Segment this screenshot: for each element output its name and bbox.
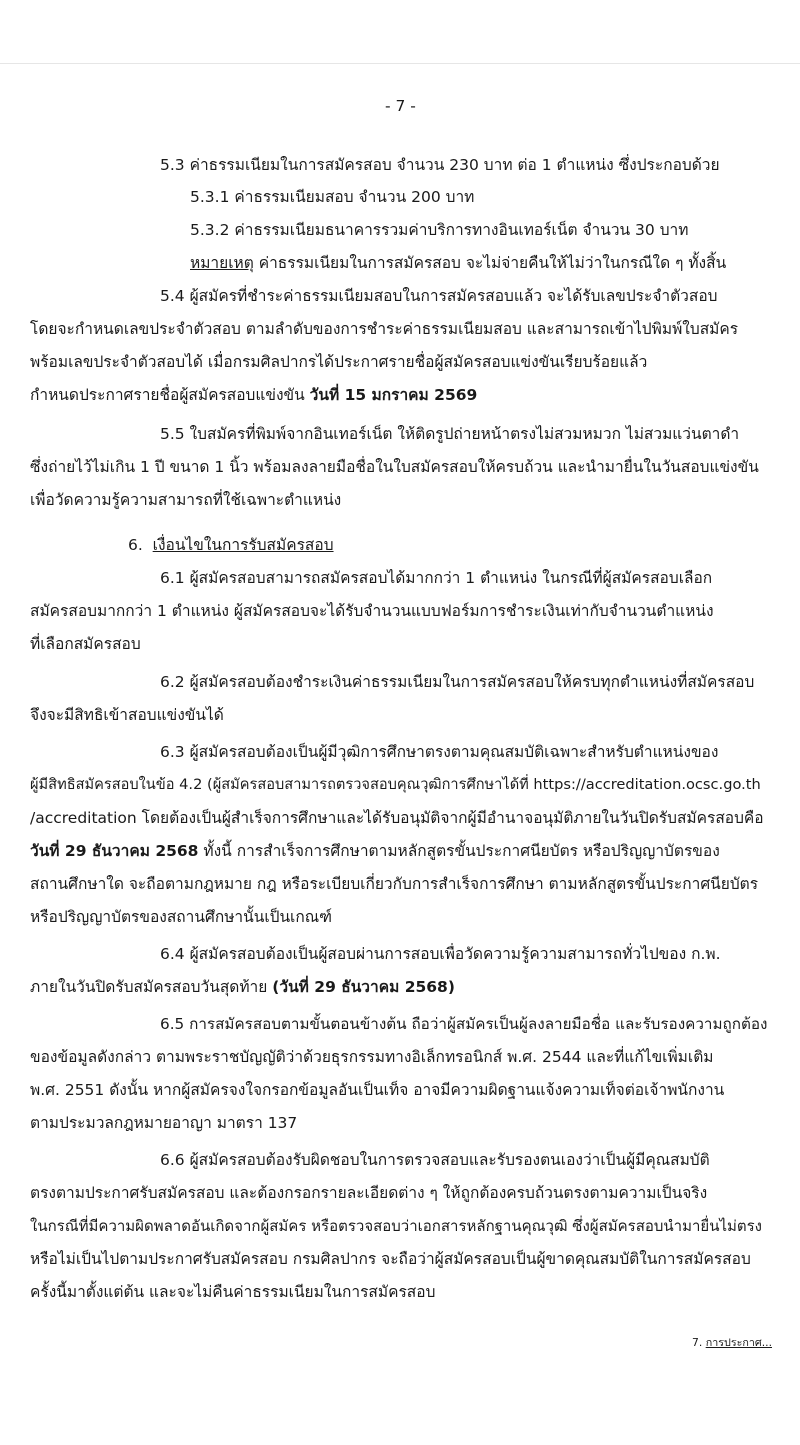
- deadline-date: (วันที่ 29 ธันวาคม 2568): [272, 978, 455, 996]
- section-5-4-line-3: พร้อมเลขประจำตัวสอบได้ เมื่อกรมศิลปากรได้ประกาศรายชื่อผู้สมัครสอบแข่งขันเรียบร้อยแล้ว: [30, 353, 648, 371]
- section-6-2-line-2: จึงจะมีสิทธิเข้าสอบแข่งขันได้: [30, 706, 224, 724]
- next-page-continuation: [692, 1332, 772, 1354]
- section-6-title: เงื่อนไขในการรับสมัครสอบ: [152, 536, 334, 554]
- section-6-5-line-2: ของข้อมูลดังกล่าว ตามพระราชบัญญัติว่าด้วยธุรกรรมทางอิเล็กทรอนิกส์ พ.ศ. 2544 และที่แก้ไขเพิ่มเติม: [30, 1048, 714, 1066]
- section-6-6-line-5: ครั้งนี้มาตั้งแต่ต้น และจะไม่คืนค่าธรรมเนียมในการสมัครสอบ: [30, 1283, 436, 1301]
- announce-text: กำหนดประกาศรายชื่อผู้สมัครสอบแข่งขัน: [30, 386, 310, 404]
- section-6-3-line-2: ผู้มีสิทธิสมัครสอบในข้อ 4.2 (ผู้สมัครสอบสามารถตรวจสอบคุณวุฒิการศึกษาได้ที่ https://accreditation.ocsc.go.th: [30, 776, 761, 793]
- section-6-1-line-1: 6.1 ผู้สมัครสอบสามารถสมัครสอบได้มากกว่า 1 ตำแหน่ง ในกรณีที่ผู้สมัครสอบเลือก: [160, 569, 713, 587]
- closing-date-text: ทั้งนี้ การสำเร็จการศึกษาตามหลักสูตรขั้นประกาศนียบัตร หรือปริญญาบัตรของ: [198, 842, 720, 860]
- section-5-4-line-1: 5.4 ผู้สมัครที่ชำระค่าธรรมเนียมสอบในการสมัครสอบแล้ว จะได้รับเลขประจำตัวสอบ: [160, 287, 718, 305]
- section-6-4-line-1: 6.4 ผู้สมัครสอบต้องเป็นผู้สอบผ่านการสอบเพื่อวัดความรู้ความสามารถทั่วไปของ ก.พ.: [160, 945, 721, 963]
- section-6-5-line-4: ตามประมวลกฎหมายอาญา มาตรา 137: [30, 1114, 298, 1132]
- section-6-number: 6.: [128, 536, 143, 554]
- section-5-5-line-2: ซึ่งถ่ายไว้ไม่เกิน 1 ปี ขนาด 1 นิ้ว พร้อมลงลายมือชื่อในใบสมัครสอบให้ครบถ้วน และนำมายื่นในวันสอบแข่งขัน: [30, 458, 759, 476]
- section-6-6-line-1: 6.6 ผู้สมัครสอบต้องรับผิดชอบในการตรวจสอบและรับรองตนเองว่าเป็นผู้มีคุณสมบัติ: [160, 1151, 710, 1169]
- next-section-number: 7.: [692, 1336, 706, 1349]
- section-6-5-line-3: พ.ศ. 2551 ดังนั้น หากผู้สมัครจงใจกรอกข้อมูลอันเป็นเท็จ อาจมีความผิดฐานแจ้งความเท็จต่อเจ้าพนักงาน: [30, 1081, 725, 1099]
- section-6-3-line-4: [30, 840, 720, 862]
- section-5-3: 5.3 ค่าธรรมเนียมในการสมัครสอบ จำนวน 230 บาท ต่อ 1 ตำแหน่ง ซึ่งประกอบด้วย: [160, 156, 720, 174]
- section-6-2-line-1: 6.2 ผู้สมัครสอบต้องชำระเงินค่าธรรมเนียมในการสมัครสอบให้ครบทุกตำแหน่งที่สมัครสอบ: [160, 673, 755, 691]
- section-5-5-line-1: 5.5 ใบสมัครที่พิมพ์จากอินเทอร์เน็ต ให้ติดรูปถ่ายหน้าตรงไม่สวมหมวก ไม่สวมแว่นตาดำ: [160, 425, 740, 443]
- note-text: ค่าธรรมเนียมในการสมัครสอบ จะไม่จ่ายคืนให้ไม่ว่าในกรณีใด ๆ ทั้งสิ้น: [253, 254, 727, 272]
- section-6-3-line-1: 6.3 ผู้สมัครสอบต้องเป็นผู้มีวุฒิการศึกษาตรงตามคุณสมบัติเฉพาะสำหรับตำแหน่งของ: [160, 743, 719, 761]
- announce-date: วันที่ 15 มกราคม 2569: [309, 386, 478, 404]
- section-5-4-line-2: โดยจะกำหนดเลขประจำตัวสอบ ตามลำดับของการชำระค่าธรรมเนียมสอบ และสามารถเข้าไปพิมพ์ใบสมัคร: [30, 320, 739, 338]
- section-5-4-line-4: [30, 384, 477, 406]
- closing-date: วันที่ 29 ธันวาคม 2568: [30, 842, 199, 860]
- section-6-heading: [128, 534, 334, 556]
- section-6-3-line-6: หรือปริญญาบัตรของสถานศึกษานั้นเป็นเกณฑ์: [30, 908, 332, 926]
- section-5-3-1: 5.3.1 ค่าธรรมเนียมสอบ จำนวน 200 บาท: [190, 188, 475, 206]
- note-label: หมายเหตุ: [190, 254, 254, 272]
- section-5-3-2: 5.3.2 ค่าธรรมเนียมธนาคารรวมค่าบริการทางอินเทอร์เน็ต จำนวน 30 บาท: [190, 221, 689, 239]
- next-section-text: การประกาศ...: [705, 1336, 772, 1349]
- section-5-5-line-3: เพื่อวัดความรู้ความสามารถที่ใช้เฉพาะตำแหน่ง: [30, 491, 342, 509]
- section-6-5-line-1: 6.5 การสมัครสอบตามขั้นตอนข้างต้น ถือว่าผู้สมัครเป็นผู้ลงลายมือชื่อ และรับรองความถูกต้อง: [160, 1015, 768, 1033]
- section-6-3-line-5: สถานศึกษาใด จะถือตามกฎหมาย กฎ หรือระเบียบเกี่ยวกับการสำเร็จการศึกษา ตามหลักสูตรขั้นประกาศนียบัตร: [30, 875, 759, 893]
- section-6-3-line-3: /accreditation โดยต้องเป็นผู้สำเร็จการศึกษาและได้รับอนุมัติจากผู้มีอำนาจอนุมัติภายในวันปิดรับสมัครสอบคือ: [30, 809, 764, 827]
- section-6-6-line-3: ในกรณีที่มีความผิดพลาดอันเกิดจากผู้สมัคร หรือตรวจสอบว่าเอกสารหลักฐานคุณวุฒิ ซึ่งผู้สมัครสอบนำมายื่นไม่ตรง: [30, 1217, 762, 1235]
- page-number: - 7 -: [385, 97, 416, 115]
- section-6-6-line-4: หรือไม่เป็นไปตามประกาศรับสมัครสอบ กรมศิลปากร จะถือว่าผู้สมัครสอบเป็นผู้ขาดคุณสมบัติในการสมัครสอบ: [30, 1250, 751, 1268]
- page-top-border: [0, 63, 800, 64]
- deadline-text: ภายในวันปิดรับสมัครสอบวันสุดท้าย: [30, 978, 273, 996]
- section-6-6-line-2: ตรงตามประกาศรับสมัครสอบ และต้องกรอกรายละเอียดต่าง ๆ ให้ถูกต้องครบถ้วนตรงตามความเป็นจริง: [30, 1184, 708, 1202]
- section-5-3-note: [190, 252, 726, 274]
- section-6-1-line-3: ที่เลือกสมัครสอบ: [30, 635, 141, 653]
- section-6-1-line-2: สมัครสอบมากกว่า 1 ตำแหน่ง ผู้สมัครสอบจะได้รับจำนวนแบบฟอร์มการชำระเงินเท่ากับจำนวนตำแหน่ง: [30, 602, 714, 620]
- section-6-4-line-2: [30, 976, 455, 998]
